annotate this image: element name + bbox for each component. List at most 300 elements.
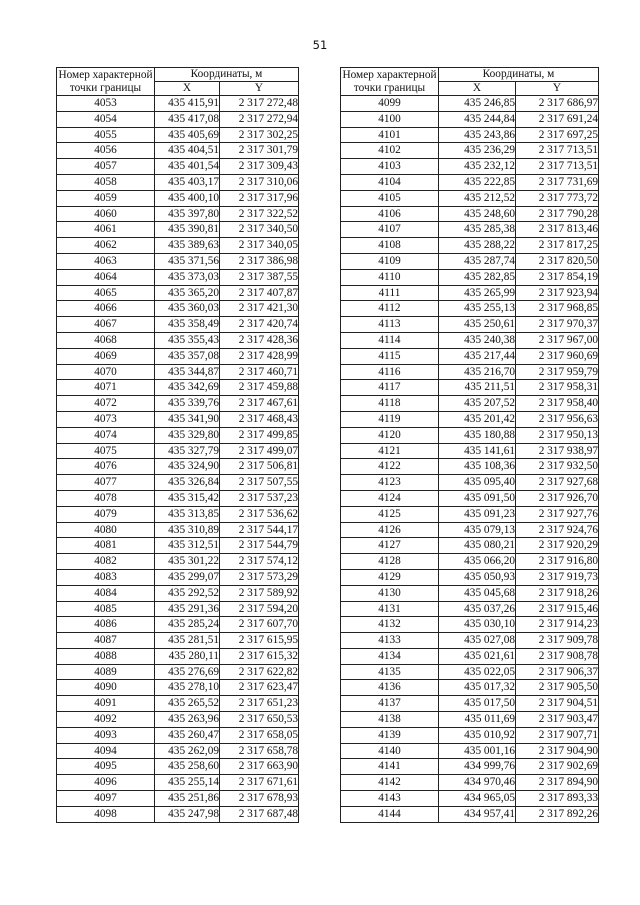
- x-coordinate-cell: 435 301,22: [155, 554, 220, 570]
- point-number-cell: 4071: [57, 380, 155, 396]
- y-coordinate-cell: 2 317 924,76: [516, 522, 599, 538]
- x-coordinate-cell: 434 970,46: [439, 775, 516, 791]
- coordinates-table-left: [56, 67, 299, 823]
- table-row: [341, 348, 599, 364]
- point-number-cell: 4063: [57, 253, 155, 269]
- x-coordinate-cell: 435 373,03: [155, 269, 220, 285]
- table-row: [341, 127, 599, 143]
- x-coordinate-cell: 435 339,76: [155, 396, 220, 412]
- table-row: [57, 96, 299, 112]
- y-coordinate-cell: 2 317 923,94: [516, 285, 599, 301]
- x-coordinate-cell: 435 243,86: [439, 127, 516, 143]
- point-number-cell: 4068: [57, 332, 155, 348]
- table-row: [341, 380, 599, 396]
- point-number-cell: 4092: [57, 712, 155, 728]
- y-coordinate-cell: 2 317 468,43: [220, 411, 299, 427]
- point-number-cell: 4100: [341, 111, 439, 127]
- table-row: [57, 111, 299, 127]
- x-coordinate-cell: 435 282,85: [439, 269, 516, 285]
- y-coordinate-cell: 2 317 731,69: [516, 174, 599, 190]
- y-coordinate-cell: 2 317 615,32: [220, 648, 299, 664]
- y-coordinate-cell: 2 317 658,78: [220, 743, 299, 759]
- x-coordinate-cell: 435 360,03: [155, 301, 220, 317]
- y-coordinate-cell: 2 317 970,37: [516, 317, 599, 333]
- y-coordinate-cell: 2 317 919,73: [516, 569, 599, 585]
- x-coordinate-cell: 435 027,08: [439, 633, 516, 649]
- x-coordinate-cell: 435 066,20: [439, 554, 516, 570]
- table-body-left: [57, 96, 299, 823]
- table-row: [57, 174, 299, 190]
- x-coordinate-cell: 435 265,52: [155, 696, 220, 712]
- x-coordinate-cell: 435 401,54: [155, 159, 220, 175]
- x-coordinate-cell: 435 232,12: [439, 159, 516, 175]
- table-row: [341, 727, 599, 743]
- table-row: [341, 332, 599, 348]
- point-number-cell: 4121: [341, 443, 439, 459]
- x-coordinate-cell: 435 251,86: [155, 791, 220, 807]
- y-coordinate-cell: 2 317 499,07: [220, 443, 299, 459]
- point-number-cell: 4097: [57, 791, 155, 807]
- point-number-cell: 4081: [57, 538, 155, 554]
- page-number: 51: [312, 38, 328, 52]
- y-coordinate-cell: 2 317 959,79: [516, 364, 599, 380]
- point-number-cell: 4086: [57, 617, 155, 633]
- x-coordinate-cell: 435 263,96: [155, 712, 220, 728]
- point-number-cell: 4095: [57, 759, 155, 775]
- y-coordinate-cell: 2 317 927,76: [516, 506, 599, 522]
- table-row: [341, 475, 599, 491]
- x-coordinate-cell: 435 280,11: [155, 648, 220, 664]
- point-number-cell: 4134: [341, 648, 439, 664]
- table-row: [341, 317, 599, 333]
- point-number-cell: 4129: [341, 569, 439, 585]
- table-row: [341, 806, 599, 822]
- point-number-cell: 4112: [341, 301, 439, 317]
- point-number-cell: 4101: [341, 127, 439, 143]
- x-coordinate-cell: 435 415,91: [155, 96, 220, 112]
- table-row: [57, 238, 299, 254]
- x-coordinate-cell: 435 095,40: [439, 475, 516, 491]
- point-number-cell: 4084: [57, 585, 155, 601]
- x-coordinate-cell: 435 315,42: [155, 490, 220, 506]
- x-coordinate-cell: 435 417,08: [155, 111, 220, 127]
- point-number-cell: 4079: [57, 506, 155, 522]
- y-coordinate-cell: 2 317 915,46: [516, 601, 599, 617]
- point-number-cell: 4133: [341, 633, 439, 649]
- table-row: [57, 775, 299, 791]
- y-coordinate-cell: 2 317 467,61: [220, 396, 299, 412]
- table-row: [341, 364, 599, 380]
- x-coordinate-cell: 435 001,16: [439, 743, 516, 759]
- y-coordinate-cell: 2 317 272,94: [220, 111, 299, 127]
- table-row: [57, 522, 299, 538]
- point-number-cell: 4103: [341, 159, 439, 175]
- point-number-cell: 4087: [57, 633, 155, 649]
- table-row: [341, 617, 599, 633]
- table-row: [341, 459, 599, 475]
- x-coordinate-cell: 435 045,68: [439, 585, 516, 601]
- point-number-cell: 4115: [341, 348, 439, 364]
- point-number-cell: 4099: [341, 96, 439, 112]
- x-coordinate-cell: 435 236,29: [439, 143, 516, 159]
- point-number-cell: 4064: [57, 269, 155, 285]
- table-row: [341, 253, 599, 269]
- y-coordinate-cell: 2 317 713,51: [516, 159, 599, 175]
- x-coordinate-cell: 435 397,80: [155, 206, 220, 222]
- table-row: [341, 775, 599, 791]
- table-row: [57, 253, 299, 269]
- x-coordinate-cell: 435 389,63: [155, 238, 220, 254]
- y-coordinate-cell: 2 317 968,85: [516, 301, 599, 317]
- y-coordinate-cell: 2 317 960,69: [516, 348, 599, 364]
- point-number-cell: 4056: [57, 143, 155, 159]
- x-coordinate-cell: 435 285,24: [155, 617, 220, 633]
- y-coordinate-cell: 2 317 903,47: [516, 712, 599, 728]
- y-coordinate-cell: 2 317 301,79: [220, 143, 299, 159]
- y-coordinate-cell: 2 317 589,92: [220, 585, 299, 601]
- y-coordinate-cell: 2 317 958,31: [516, 380, 599, 396]
- point-number-cell: 4060: [57, 206, 155, 222]
- table-row: [57, 127, 299, 143]
- table-row: [341, 585, 599, 601]
- y-coordinate-cell: 2 317 687,48: [220, 806, 299, 822]
- y-coordinate-cell: 2 317 544,17: [220, 522, 299, 538]
- x-coordinate-cell: 435 244,84: [439, 111, 516, 127]
- x-coordinate-cell: 435 312,51: [155, 538, 220, 554]
- point-number-cell: 4102: [341, 143, 439, 159]
- x-coordinate-cell: 435 262,09: [155, 743, 220, 759]
- table-row: [341, 490, 599, 506]
- table-row: [341, 96, 599, 112]
- y-coordinate-cell: 2 317 927,68: [516, 475, 599, 491]
- table-row: [341, 712, 599, 728]
- table-row: [57, 696, 299, 712]
- y-coordinate-cell: 2 317 904,51: [516, 696, 599, 712]
- table-row: [57, 712, 299, 728]
- y-coordinate-cell: 2 317 678,93: [220, 791, 299, 807]
- table-row: [57, 743, 299, 759]
- x-coordinate-cell: 435 371,56: [155, 253, 220, 269]
- point-number-cell: 4076: [57, 459, 155, 475]
- table-row: [57, 411, 299, 427]
- x-coordinate-cell: 435 405,69: [155, 127, 220, 143]
- table-row: [57, 585, 299, 601]
- y-coordinate-cell: 2 317 909,78: [516, 633, 599, 649]
- y-coordinate-cell: 2 317 615,95: [220, 633, 299, 649]
- point-number-cell: 4128: [341, 554, 439, 570]
- table-row: [57, 791, 299, 807]
- x-coordinate-cell: 435 299,07: [155, 569, 220, 585]
- x-coordinate-cell: 435 281,51: [155, 633, 220, 649]
- x-coordinate-cell: 435 247,98: [155, 806, 220, 822]
- point-number-cell: 4116: [341, 364, 439, 380]
- y-coordinate-cell: 2 317 420,74: [220, 317, 299, 333]
- point-number-cell: 4059: [57, 190, 155, 206]
- y-coordinate-cell: 2 317 574,12: [220, 554, 299, 570]
- y-coordinate-cell: 2 317 918,26: [516, 585, 599, 601]
- y-coordinate-cell: 2 317 340,05: [220, 238, 299, 254]
- point-number-cell: 4069: [57, 348, 155, 364]
- table-row: [57, 601, 299, 617]
- x-coordinate-cell: 435 404,51: [155, 143, 220, 159]
- table-row: [341, 759, 599, 775]
- x-coordinate-cell: 435 017,32: [439, 680, 516, 696]
- y-coordinate-cell: 2 317 421,30: [220, 301, 299, 317]
- point-number-cell: 4122: [341, 459, 439, 475]
- header-x: X: [439, 82, 516, 96]
- x-coordinate-cell: 435 022,05: [439, 664, 516, 680]
- table-row: [57, 332, 299, 348]
- table-row: [57, 554, 299, 570]
- table-row: [341, 238, 599, 254]
- x-coordinate-cell: 435 248,60: [439, 206, 516, 222]
- table-row: [341, 743, 599, 759]
- x-coordinate-cell: 435 211,51: [439, 380, 516, 396]
- y-coordinate-cell: 2 317 950,13: [516, 427, 599, 443]
- table-row: [57, 617, 299, 633]
- point-number-cell: 4061: [57, 222, 155, 238]
- x-coordinate-cell: 435 357,08: [155, 348, 220, 364]
- point-number-cell: 4089: [57, 664, 155, 680]
- table-row: [341, 190, 599, 206]
- y-coordinate-cell: 2 317 302,25: [220, 127, 299, 143]
- x-coordinate-cell: 435 291,36: [155, 601, 220, 617]
- y-coordinate-cell: 2 317 459,88: [220, 380, 299, 396]
- point-number-cell: 4096: [57, 775, 155, 791]
- header-x: X: [155, 82, 220, 96]
- x-coordinate-cell: 435 327,79: [155, 443, 220, 459]
- x-coordinate-cell: 435 255,14: [155, 775, 220, 791]
- table-row: [341, 633, 599, 649]
- point-number-cell: 4104: [341, 174, 439, 190]
- y-coordinate-cell: 2 317 773,72: [516, 190, 599, 206]
- point-number-cell: 4114: [341, 332, 439, 348]
- x-coordinate-cell: 435 246,85: [439, 96, 516, 112]
- x-coordinate-cell: 435 292,52: [155, 585, 220, 601]
- point-number-cell: 4105: [341, 190, 439, 206]
- header-coordinates: Координаты, м: [439, 68, 599, 82]
- y-coordinate-cell: 2 317 310,06: [220, 174, 299, 190]
- y-coordinate-cell: 2 317 340,50: [220, 222, 299, 238]
- y-coordinate-cell: 2 317 622,82: [220, 664, 299, 680]
- table-row: [57, 269, 299, 285]
- y-coordinate-cell: 2 317 272,48: [220, 96, 299, 112]
- table-row: [57, 317, 299, 333]
- y-coordinate-cell: 2 317 905,50: [516, 680, 599, 696]
- table-row: [57, 633, 299, 649]
- table-row: [341, 664, 599, 680]
- table-row: [341, 427, 599, 443]
- table-row: [341, 648, 599, 664]
- point-number-cell: 4106: [341, 206, 439, 222]
- y-coordinate-cell: 2 317 671,61: [220, 775, 299, 791]
- y-coordinate-cell: 2 317 322,52: [220, 206, 299, 222]
- point-number-cell: 4141: [341, 759, 439, 775]
- x-coordinate-cell: 435 141,61: [439, 443, 516, 459]
- table-row: [341, 554, 599, 570]
- x-coordinate-cell: 435 313,85: [155, 506, 220, 522]
- point-number-cell: 4093: [57, 727, 155, 743]
- y-coordinate-cell: 2 317 387,55: [220, 269, 299, 285]
- point-number-cell: 4053: [57, 96, 155, 112]
- point-number-cell: 4072: [57, 396, 155, 412]
- y-coordinate-cell: 2 317 686,97: [516, 96, 599, 112]
- x-coordinate-cell: 434 965,05: [439, 791, 516, 807]
- y-coordinate-cell: 2 317 623,47: [220, 680, 299, 696]
- x-coordinate-cell: 435 287,74: [439, 253, 516, 269]
- y-coordinate-cell: 2 317 407,87: [220, 285, 299, 301]
- x-coordinate-cell: 435 091,50: [439, 490, 516, 506]
- x-coordinate-cell: 435 265,99: [439, 285, 516, 301]
- x-coordinate-cell: 435 258,60: [155, 759, 220, 775]
- x-coordinate-cell: 435 108,36: [439, 459, 516, 475]
- point-number-cell: 4082: [57, 554, 155, 570]
- table-row: [57, 206, 299, 222]
- y-coordinate-cell: 2 317 958,40: [516, 396, 599, 412]
- point-number-cell: 4126: [341, 522, 439, 538]
- point-number-cell: 4111: [341, 285, 439, 301]
- point-number-cell: 4143: [341, 791, 439, 807]
- y-coordinate-cell: 2 317 544,79: [220, 538, 299, 554]
- point-number-cell: 4066: [57, 301, 155, 317]
- table-row: [57, 285, 299, 301]
- y-coordinate-cell: 2 317 854,19: [516, 269, 599, 285]
- x-coordinate-cell: 435 260,47: [155, 727, 220, 743]
- y-coordinate-cell: 2 317 658,05: [220, 727, 299, 743]
- table-row: [57, 475, 299, 491]
- table-row: [57, 648, 299, 664]
- x-coordinate-cell: 435 342,69: [155, 380, 220, 396]
- x-coordinate-cell: 435 341,90: [155, 411, 220, 427]
- point-number-cell: 4067: [57, 317, 155, 333]
- table-row: [57, 664, 299, 680]
- point-number-cell: 4108: [341, 238, 439, 254]
- table-row: [341, 569, 599, 585]
- point-number-cell: 4085: [57, 601, 155, 617]
- table-row: [341, 522, 599, 538]
- table-row: [341, 538, 599, 554]
- header-point-number: Номер характерной точки границы: [58, 68, 153, 94]
- x-coordinate-cell: 434 999,76: [439, 759, 516, 775]
- header-coordinates: Координаты, м: [155, 68, 299, 82]
- point-number-cell: 4058: [57, 174, 155, 190]
- table-row: [57, 680, 299, 696]
- table-row: [57, 190, 299, 206]
- x-coordinate-cell: 435 207,52: [439, 396, 516, 412]
- y-coordinate-cell: 2 317 697,25: [516, 127, 599, 143]
- y-coordinate-cell: 2 317 813,46: [516, 222, 599, 238]
- y-coordinate-cell: 2 317 506,81: [220, 459, 299, 475]
- table-row: [341, 111, 599, 127]
- x-coordinate-cell: 435 222,85: [439, 174, 516, 190]
- point-number-cell: 4057: [57, 159, 155, 175]
- x-coordinate-cell: 435 390,81: [155, 222, 220, 238]
- table-row: [341, 285, 599, 301]
- y-coordinate-cell: 2 317 967,00: [516, 332, 599, 348]
- x-coordinate-cell: 435 030,10: [439, 617, 516, 633]
- y-coordinate-cell: 2 317 428,99: [220, 348, 299, 364]
- table-row: [341, 143, 599, 159]
- y-coordinate-cell: 2 317 892,26: [516, 806, 599, 822]
- point-number-cell: 4091: [57, 696, 155, 712]
- y-coordinate-cell: 2 317 536,62: [220, 506, 299, 522]
- point-number-cell: 4065: [57, 285, 155, 301]
- y-coordinate-cell: 2 317 499,85: [220, 427, 299, 443]
- point-number-cell: 4137: [341, 696, 439, 712]
- table-row: [57, 490, 299, 506]
- y-coordinate-cell: 2 317 916,80: [516, 554, 599, 570]
- table-row: [57, 143, 299, 159]
- y-coordinate-cell: 2 317 956,63: [516, 411, 599, 427]
- table-row: [341, 443, 599, 459]
- table-row: [57, 506, 299, 522]
- y-coordinate-cell: 2 317 663,90: [220, 759, 299, 775]
- point-number-cell: 4094: [57, 743, 155, 759]
- point-number-cell: 4080: [57, 522, 155, 538]
- table-body-right: [341, 96, 599, 823]
- x-coordinate-cell: 435 212,52: [439, 190, 516, 206]
- point-number-cell: 4055: [57, 127, 155, 143]
- table-row: [57, 443, 299, 459]
- table-row: [57, 159, 299, 175]
- x-coordinate-cell: 435 288,22: [439, 238, 516, 254]
- point-number-cell: 4144: [341, 806, 439, 822]
- y-coordinate-cell: 2 317 428,36: [220, 332, 299, 348]
- table-row: [57, 538, 299, 554]
- point-number-cell: 4123: [341, 475, 439, 491]
- header-y: Y: [516, 82, 599, 96]
- table-row: [57, 301, 299, 317]
- header-point-number: Номер характерной точки границы: [342, 68, 437, 94]
- x-coordinate-cell: 435 365,20: [155, 285, 220, 301]
- x-coordinate-cell: 435 201,42: [439, 411, 516, 427]
- y-coordinate-cell: 2 317 386,98: [220, 253, 299, 269]
- y-coordinate-cell: 2 317 317,96: [220, 190, 299, 206]
- point-number-cell: 4088: [57, 648, 155, 664]
- point-number-cell: 4098: [57, 806, 155, 822]
- x-coordinate-cell: 435 080,21: [439, 538, 516, 554]
- point-number-cell: 4132: [341, 617, 439, 633]
- table-row: [341, 206, 599, 222]
- table-row: [57, 727, 299, 743]
- y-coordinate-cell: 2 317 938,97: [516, 443, 599, 459]
- table-row: [341, 506, 599, 522]
- point-number-cell: 4127: [341, 538, 439, 554]
- point-number-cell: 4107: [341, 222, 439, 238]
- point-number-cell: 4077: [57, 475, 155, 491]
- table-row: [57, 364, 299, 380]
- point-number-cell: 4119: [341, 411, 439, 427]
- x-coordinate-cell: 435 326,84: [155, 475, 220, 491]
- table-row: [341, 159, 599, 175]
- table-row: [57, 396, 299, 412]
- x-coordinate-cell: 435 091,23: [439, 506, 516, 522]
- x-coordinate-cell: 435 255,13: [439, 301, 516, 317]
- y-coordinate-cell: 2 317 894,90: [516, 775, 599, 791]
- x-coordinate-cell: 435 403,17: [155, 174, 220, 190]
- y-coordinate-cell: 2 317 908,78: [516, 648, 599, 664]
- point-number-cell: 4109: [341, 253, 439, 269]
- point-number-cell: 4142: [341, 775, 439, 791]
- y-coordinate-cell: 2 317 537,23: [220, 490, 299, 506]
- table-row: [57, 380, 299, 396]
- y-coordinate-cell: 2 317 594,20: [220, 601, 299, 617]
- table-row: [341, 269, 599, 285]
- point-number-cell: 4074: [57, 427, 155, 443]
- table-row: [57, 569, 299, 585]
- x-coordinate-cell: 435 079,13: [439, 522, 516, 538]
- point-number-cell: 4139: [341, 727, 439, 743]
